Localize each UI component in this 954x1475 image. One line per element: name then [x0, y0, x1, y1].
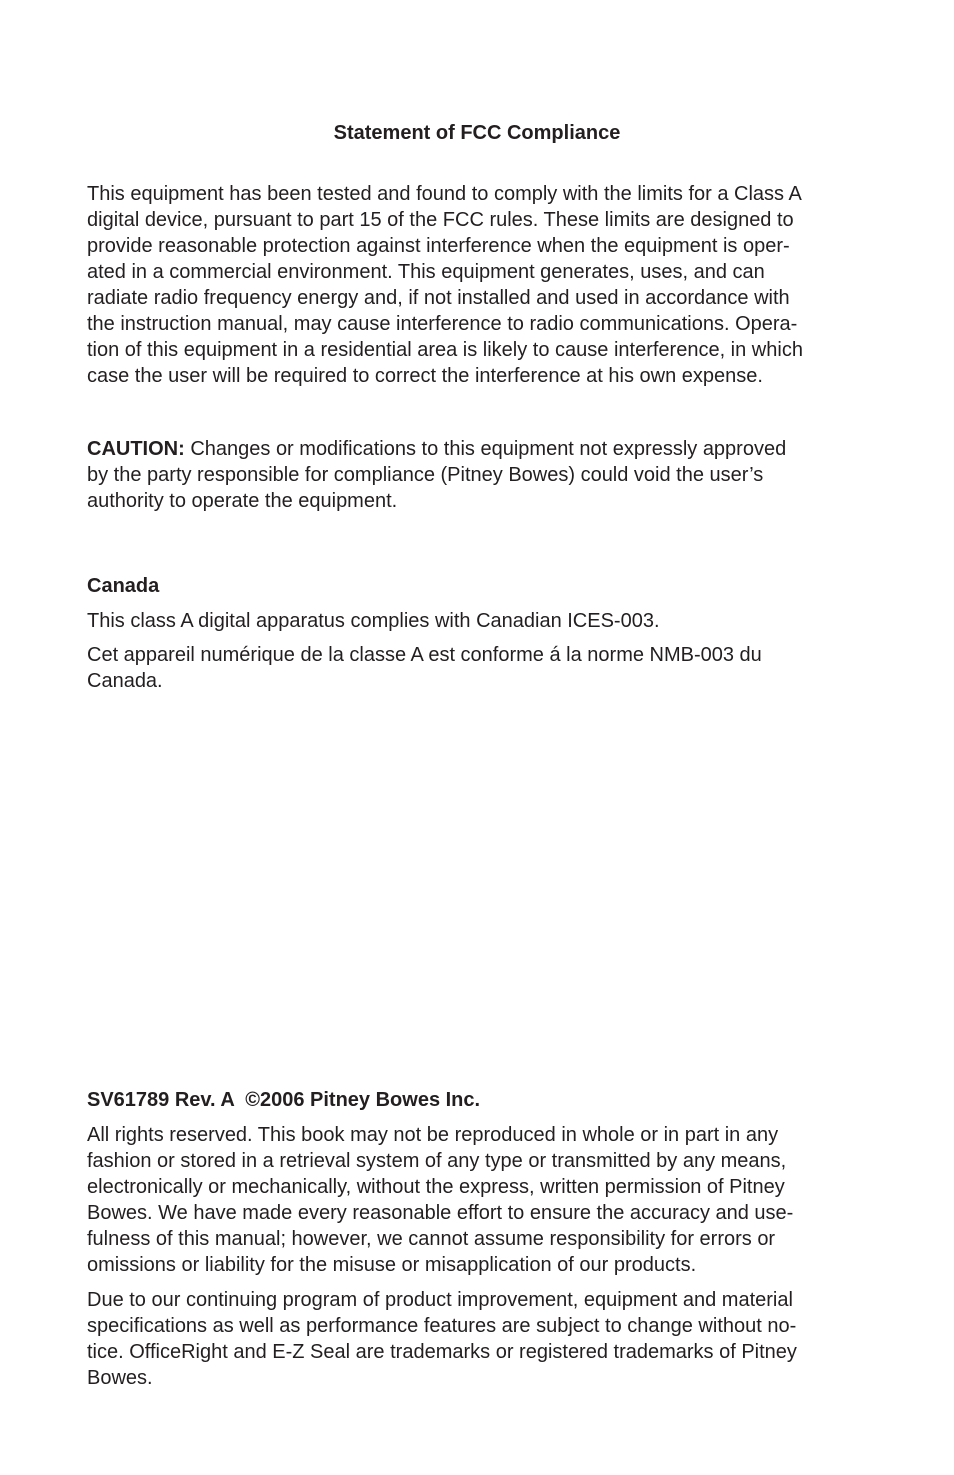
- caution-paragraph: [87, 436, 877, 514]
- paragraph-line: the instruction manual, may cause interference to radio communications. Opera-: [87, 313, 798, 335]
- paragraph-line: Cet appareil numérique de la classe A est conforme á la norme NMB-003 du: [87, 644, 762, 666]
- paragraph-line: electronically or mechanically, without the express, written permission of Pitney: [87, 1176, 785, 1198]
- paragraph-line: tice. OfficeRight and E-Z Seal are trademarks or registered trademarks of Pitney: [87, 1341, 797, 1363]
- paragraph-line: fulness of this manual; however, we cannot assume responsibility for errors or: [87, 1228, 776, 1250]
- paragraph-line: Due to our continuing program of product improvement, equipment and material: [87, 1289, 793, 1311]
- paragraph-line: digital device, pursuant to part 15 of the FCC rules. These limits are designed to: [87, 209, 794, 231]
- paragraph-line: [87, 436, 877, 462]
- fcc-compliance-paragraph: [87, 181, 877, 389]
- copyright-heading: SV61789 Rev. A ©2006 Pitney Bowes Inc.: [87, 1089, 481, 1111]
- paragraph-line: This equipment has been tested and found to comply with the limits for a Class A: [87, 183, 802, 205]
- paragraph-line: ated in a commercial environment. This equipment generates, uses, and can: [87, 261, 765, 283]
- canada-heading: Canada: [87, 575, 160, 597]
- paragraph-line: Canada.: [87, 670, 163, 692]
- fcc-compliance-title: Statement of FCC Compliance: [333, 122, 621, 144]
- paragraph-line: specifications as well as performance features are subject to change without no-: [87, 1315, 797, 1337]
- paragraph-line: case the user will be required to correct the interference at his own expense.: [87, 365, 763, 387]
- paragraph-line: tion of this equipment in a residential area is likely to cause interference, in which: [87, 339, 803, 361]
- canada-english-statement: This class A digital apparatus complies with Canadian ICES-003.: [87, 610, 660, 632]
- paragraph-line: Bowes. We have made every reasonable effort to ensure the accuracy and use-: [87, 1202, 794, 1224]
- caution-text: Changes or modifications to this equipment not expressly approved: [184, 438, 787, 460]
- canada-french-statement: [87, 642, 877, 694]
- paragraph-line: All rights reserved. This book may not be reproduced in whole or in part in any: [87, 1124, 779, 1146]
- paragraph-line: provide reasonable protection against interference when the equipment is oper-: [87, 235, 790, 257]
- rights-reserved-paragraph: [87, 1122, 877, 1278]
- paragraph-line: Bowes.: [87, 1367, 153, 1389]
- paragraph-line: by the party responsible for compliance (Pitney Bowes) could void the user’s: [87, 464, 764, 486]
- paragraph-line: authority to operate the equipment.: [87, 490, 398, 512]
- paragraph-line: omissions or liability for the misuse or misapplication of our products.: [87, 1254, 697, 1276]
- product-improvement-paragraph: [87, 1287, 877, 1391]
- caution-label: CAUTION:: [87, 438, 185, 460]
- paragraph-line: radiate radio frequency energy and, if not installed and used in accordance with: [87, 287, 790, 309]
- paragraph-line: fashion or stored in a retrieval system of any type or transmitted by any means,: [87, 1150, 787, 1172]
